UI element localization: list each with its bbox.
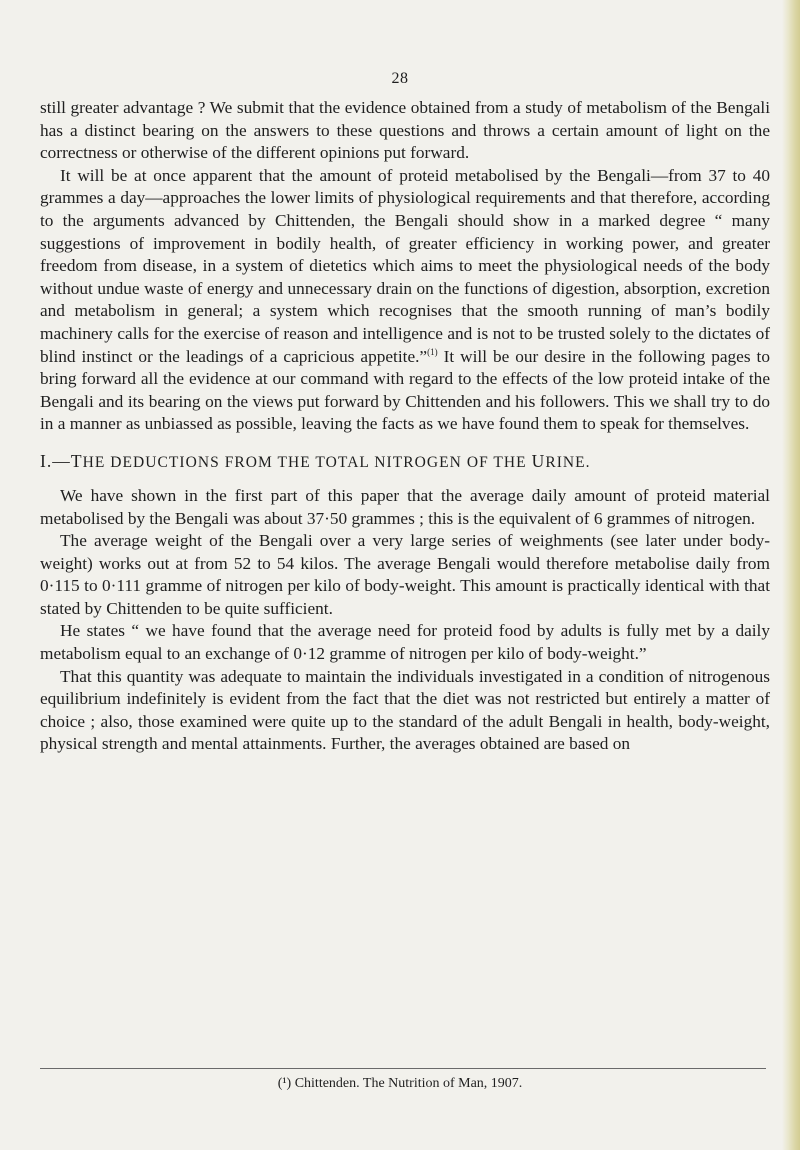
body-text bbox=[40, 97, 770, 756]
section-heading-cap: U bbox=[531, 450, 546, 471]
paragraph-4: The average weight of the Bengali over a very large series of weighments (see later under body-weight) works out at from 52 to 54 kilos. The average Bengali would therefore metabolise daily from 0·115 to 0·111 gramme of nitrogen per kilo of body-weight. This amount is practically identical with that stated by Chittenden to be quite sufficient. bbox=[40, 531, 770, 618]
page-edge-shading bbox=[782, 0, 800, 1150]
paragraph-1: still greater advantage ? We submit that the evidence obtained from a study of metabolism of the Bengali has a distinct bearing on the answers to these questions and throws a certain amount of light on the correctness or otherwise of the different opinions put forward. bbox=[40, 98, 770, 163]
paragraph-6: That this quantity was adequate to maintain the individuals investigated in a condition of nitrogenous equilibrium indefinitely is evident from the fact that the diet was not restricted but entirely a matter of choice ; also, those examined were quite up to the standard of the adult Bengali in health, body-weight, physical strength and mental attainments. Further, the averages obtained are based on bbox=[40, 666, 770, 754]
footnote-reference: (1) bbox=[427, 346, 438, 357]
paragraph-5: He states “ we have found that the average need for proteid food by adults is fully met by a daily metabolism equal to an exchange of 0·12 gramme of nitrogen per kilo of body-weight.” bbox=[40, 621, 770, 664]
paragraph-2-continuation: It will be our desire in the following pages to bring forward all the evidence at our command with regard to the effects of the low proteid intake of the Bengali and its bearing on the views put forward by Chittenden and his followers. This we shall try to do in a manner as unbiassed as possible, leaving the facts as we have found them to speak for themselves. bbox=[40, 346, 770, 434]
paragraph-2 bbox=[40, 165, 770, 436]
footnote-rule bbox=[40, 1068, 766, 1069]
section-heading-prefix: I.—T bbox=[40, 450, 83, 471]
section-heading bbox=[40, 451, 770, 473]
section-heading-end: RINE. bbox=[545, 453, 591, 471]
paragraph-3: We have shown in the first part of this paper that the average daily amount of proteid material metabolised by the Bengali was about 37·50 grammes ; this is the equivalent of 6 grammes of nitrogen. bbox=[40, 485, 770, 528]
footnote: (¹) Chittenden. The Nutrition of Man, 1907. bbox=[277, 1076, 523, 1091]
paragraph-2-text: It will be at once apparent that the amount of proteid metabolised by the Bengali—from 37 to 40 grammes a day—approaches the lower limits of physiological requirements and that therefore, according to the arguments advanced by Chittenden, the Bengali should show in a marked degree “ many suggestions of improvement in bodily health, of greater efficiency in working power, and greater freedom from disease, in a system of dietetics which aims to meet the physiological needs of the body without undue waste of energy and unnecessary drain on the functions of digestion, absorption, excretion and metabolism in general; a system which recognises that the smooth running of man’s bodily machinery calls for the exercise of reason and intelligence and is not to be trusted solely to the dictates of blind instinct or the leadings of a capricious appetite.” bbox=[40, 165, 770, 366]
section-heading-main: HE DEDUCTIONS FROM THE TOTAL NITROGEN OF THE bbox=[82, 453, 532, 471]
page-number: 28 bbox=[391, 70, 409, 87]
